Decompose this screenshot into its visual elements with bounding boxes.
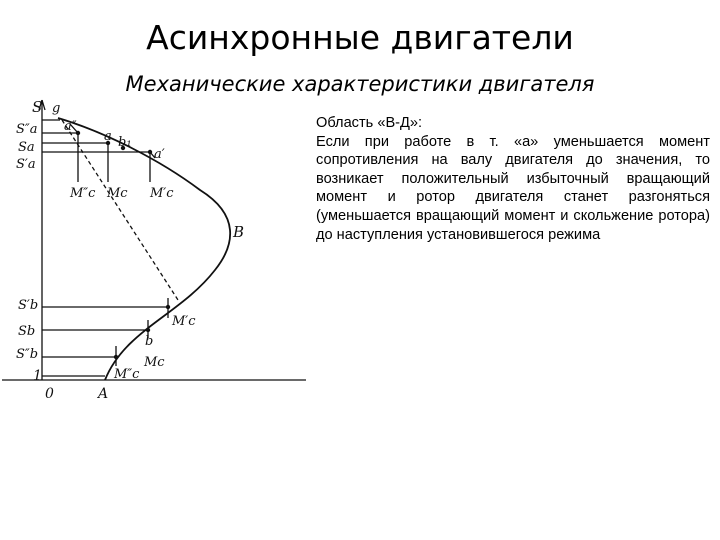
point-label-a: a xyxy=(104,129,112,144)
description-body: Если при работе в т. «а» уменьшается момент сопротивления на валу двигателя до значения, то возникает положительный избыточный вращающий момент и ротор двигателя станет разгоняться (уменьшается вращающий момент и скольжение ротора) до наступления установившегося режима xyxy=(316,133,710,243)
slide-title: Асинхронные двигатели xyxy=(146,18,574,57)
point-a1 xyxy=(148,150,152,154)
slip-label-sb: Sb xyxy=(18,324,36,339)
point-label-b: b xyxy=(145,334,154,349)
point-label-a2: a″ xyxy=(64,119,77,134)
moment-label-mc1-top: M′c xyxy=(150,186,174,201)
point-b xyxy=(146,328,150,332)
slide-subtitle: Механические характеристики двигателя xyxy=(125,72,595,96)
point-label-A: A xyxy=(98,386,109,402)
description-heading: Область «В-Д»: xyxy=(316,115,423,131)
origin-label: 0 xyxy=(45,386,54,402)
slip-label-sb1: S′b xyxy=(18,298,39,313)
y-axis-label: S xyxy=(32,98,43,116)
moment-label-mc2-top: M″c xyxy=(70,186,96,201)
moment-label-mc2-bottom: M″c xyxy=(114,367,140,382)
description-block xyxy=(316,114,710,244)
point-b1-bottom xyxy=(166,305,170,309)
moment-label-mc-top: Mc xyxy=(107,186,128,201)
point-b2 xyxy=(114,355,118,359)
top-axis-label: g xyxy=(52,101,61,116)
point-label-B: B xyxy=(233,223,245,241)
mechanical-characteristic-diagram xyxy=(0,92,310,412)
slip-label-sa: Sa xyxy=(18,140,35,155)
slip-label-sa2: S″a xyxy=(16,122,38,137)
slip-label-sb2: S″b xyxy=(16,347,39,362)
moment-label-mc1-bottom: M′c xyxy=(172,314,196,329)
moment-label-mc-bottom: Mc xyxy=(144,355,165,370)
unit-label: 1 xyxy=(33,368,42,384)
point-label-b1: b₁ xyxy=(118,135,132,150)
point-label-a1: a′ xyxy=(154,147,165,162)
slip-label-sa1: S′a xyxy=(16,157,36,172)
